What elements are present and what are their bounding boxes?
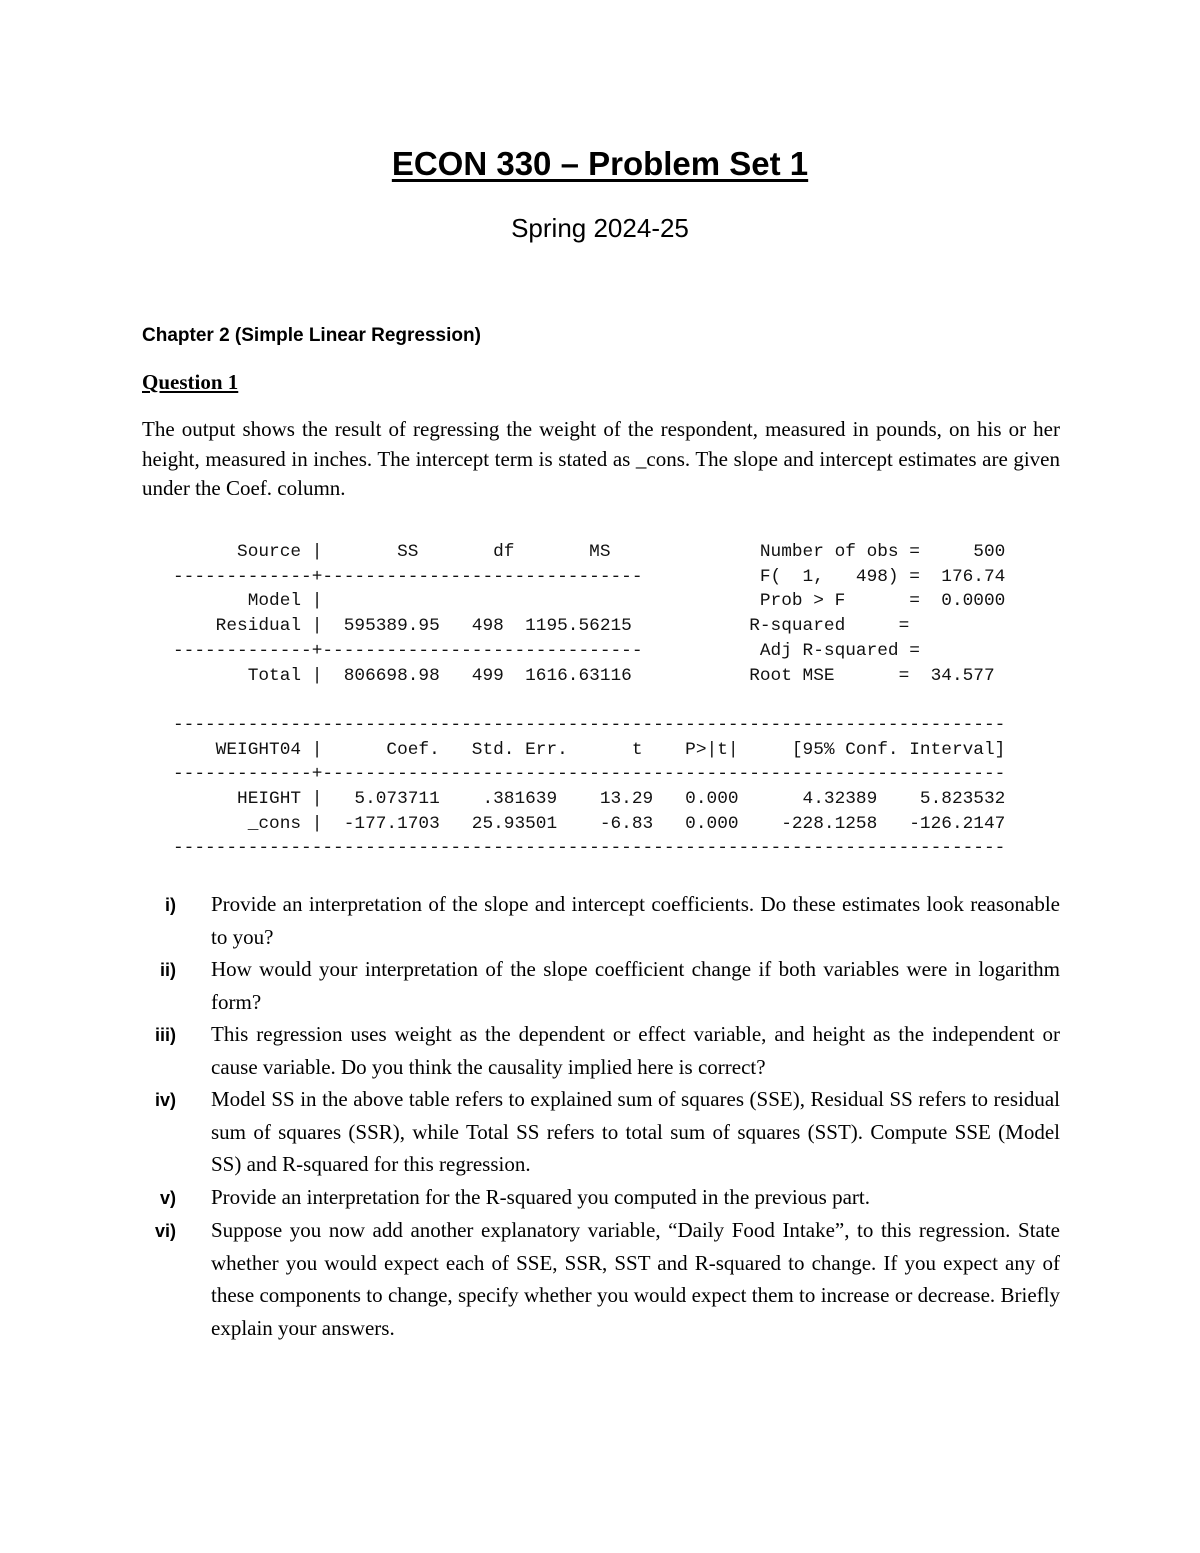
separator-line: -------------+------------------------------ F( 1, 498) = 176.74 [173, 566, 1006, 587]
separator-line: -------------+------------------------------ Adj R-squared = [173, 640, 920, 661]
total-row: Total | 806698.98 499 1616.63116 Root MSE = 34.577 [173, 665, 995, 686]
height-coef-row: HEIGHT | 5.073711 .381639 13.29 0.000 4.32389 5.823532 [173, 789, 1006, 810]
question-heading: Question 1 [142, 370, 239, 394]
anova-header-row: Source | SS df MS Number of obs = 500 [173, 542, 1006, 562]
subquestion-item [142, 1214, 1060, 1344]
regression-output [173, 540, 1005, 861]
subquestion-number: iii) [155, 1025, 176, 1045]
subquestion-text: How would your interpretation of the slope coefficient change if both variables were in logarithm form? [211, 957, 1060, 1014]
residual-row: Residual | 595389.95 498 1195.56215 R-squared = [173, 616, 910, 637]
subquestion-item [142, 1181, 1060, 1215]
question-intro: The output shows the result of regressing the weight of the respondent, measured in pounds, on his or her height, measured in inches. The intercept term is stated as _cons. The slope and intercept estimates are given under the Coef. column. [142, 417, 1060, 500]
subquestion-item [142, 1018, 1060, 1083]
separator-line: -------------+---------------------------------------------------------------- [173, 764, 1006, 785]
subquestion-number: ii) [160, 960, 176, 980]
cons-coef-row: _cons | -177.1703 25.93501 -6.83 0.000 -228.1258 -126.2147 [173, 813, 1006, 834]
subquestion-number: iv) [154, 1090, 176, 1110]
subquestion-text: Provide an interpretation for the R-squared you computed in the previous part. [211, 1184, 870, 1209]
subquestion-item [142, 1083, 1060, 1181]
blank-row [173, 688, 1005, 713]
model-row: Model | Prob > F = 0.0000 [173, 591, 1006, 612]
separator-line: ------------------------------------------------------------------------------ [173, 714, 1006, 735]
subquestion-number: i) [165, 895, 176, 915]
subquestion-text: Model SS in the above table refers to explained sum of squares (SSE), Residual SS refers to residual sum of squares (SSR), while Total SS refers to total sum of squares (SST). Compute SSE (Model SS) and R-squared for this regression. [211, 1087, 1060, 1176]
separator-line: ------------------------------------------------------------------------------ [173, 838, 1006, 859]
coef-header-row: WEIGHT04 | Coef. Std. Err. t P>|t| [95% Conf. Interval] [173, 739, 1006, 760]
subquestion-text: Suppose you now add another explanatory variable, “Daily Food Intake”, to this regression. State whether you would expect each of SSE, SSR, SST and R-squared to change. If you expect any of these components to change, specify whether you would expect them to increase or decrease. Briefly explain your answers. [211, 1218, 1060, 1340]
page-subtitle: Spring 2024-25 [511, 213, 689, 243]
subquestion-number: vi) [154, 1221, 176, 1241]
subquestion-number: v) [159, 1187, 176, 1208]
subquestion-item [142, 888, 1060, 953]
page-title: ECON 330 – Problem Set 1 [391, 145, 809, 182]
subquestion-text: This regression uses weight as the dependent or effect variable, and height as the independent or cause variable. Do you think the causality implied here is correct? [211, 1022, 1060, 1079]
subquestion-text: Provide an interpretation of the slope and intercept coefficients. Do these estimates look reasonable to you? [211, 892, 1060, 949]
chapter-heading: Chapter 2 (Simple Linear Regression) [142, 325, 481, 346]
subquestion-item [142, 953, 1060, 1018]
subquestion-list [142, 888, 1060, 1344]
